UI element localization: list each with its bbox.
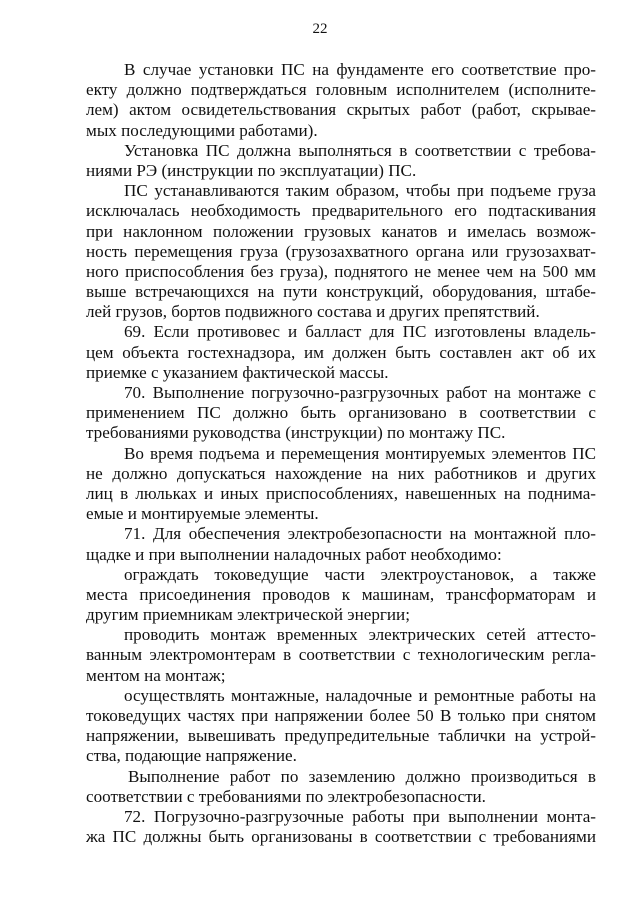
paragraph [86, 181, 596, 322]
text-line: проводить монтаж временных электрических сетей аттесто- [124, 625, 596, 645]
text-line: В случае установки ПС на фундаменте его соответствие про- [124, 60, 596, 79]
paragraph [86, 686, 596, 767]
text-line: токоведущих частях при напряжении более 50 В только при снятом [86, 706, 596, 725]
text-line: ства, подающие напряжение. [86, 746, 297, 766]
text-line: ПС устанавливаются таким образом, чтобы при подъеме груза [124, 181, 596, 201]
text-line: ниями РЭ (инструкции по эксплуатации) ПС. [86, 160, 417, 180]
paragraph [86, 141, 596, 181]
paragraph [86, 383, 596, 444]
text-line: цем объекта гостехнадзора, им должен быть составлен акт об их [86, 342, 596, 362]
document-body [86, 60, 596, 847]
text-line: ментом на монтаж; [86, 665, 226, 685]
text-line: не должно допускаться нахождение на них работников и других [86, 463, 596, 483]
paragraph [86, 767, 596, 807]
text-line: екту должно подтверждаться головным исполнителем (исполните- [86, 80, 596, 100]
text-line: Выполнение работ по заземлению должно производиться в [128, 766, 596, 786]
text-line: соответствии с требованиями по электробезопасности. [86, 786, 486, 806]
text-line: другим приемникам электрической энергии; [86, 605, 410, 625]
text-line: жа ПС должны быть организованы в соответствии с требованиями [86, 827, 596, 847]
page-number: 22 [312, 21, 328, 37]
text-line: ного приспособления без груза), поднятого не менее чем на 500 мм [86, 261, 596, 281]
text-line: ванным электромонтерам в соответствии с технологическим регла- [86, 645, 596, 665]
text-line: выше встречающихся на пути конструкций, оборудования, штабе- [86, 282, 596, 302]
text-line: напряжении, вывешивать предупредительные таблички на устрой- [86, 726, 596, 746]
text-line: Установка ПС должна выполняться в соответствии с требова- [124, 140, 596, 160]
text-line: щадке и при выполнении наладочных работ необходимо: [86, 544, 502, 564]
text-line: мых последующими работами). [86, 120, 318, 140]
text-line: приемке с указанием фактической массы. [86, 362, 389, 382]
text-line: емые и монтируемые элементы. [86, 504, 319, 524]
text-line: ность перемещения груза (грузозахватного органа или грузозахват- [86, 241, 596, 261]
paragraph [86, 60, 596, 141]
paragraph [86, 565, 596, 626]
text-line: 70. Выполнение погрузочно-разгрузочных работ на монтаже с [124, 383, 596, 402]
text-line: лиц в люльках и иных приспособлениях, навешенных на поднима- [86, 483, 596, 503]
text-line: ограждать токоведущие части электроустановок, а также [124, 564, 596, 584]
text-line: места присоединения проводов к машинам, трансформаторам и [86, 584, 596, 604]
text-line: исключалась необходимость предварительного его подтаскивания [86, 201, 596, 221]
text-line: 69. Если противовес и балласт для ПС изготовлены владель- [124, 322, 596, 342]
paragraph [86, 444, 596, 525]
paragraph [86, 625, 596, 686]
paragraph [86, 524, 596, 564]
text-line: требованиями руководства (инструкции) по монтажу ПС. [86, 423, 506, 443]
text-line: 71. Для обеспечения электробезопасности на монтажной пло- [124, 524, 596, 544]
text-line: Во время подъема и перемещения монтируемых элементов ПС [124, 443, 596, 463]
text-line: 72. Погрузочно-разгрузочные работы при выполнении монта- [124, 806, 596, 826]
text-line: применением ПС должно быть организовано в соответствии с [86, 403, 596, 423]
text-line: лем) актом освидетельствования скрытых работ (работ, скрывае- [86, 100, 596, 120]
text-line: лей грузов, бортов подвижного состава и других препятствий. [86, 302, 540, 322]
text-line: осуществлять монтажные, наладочные и ремонтные работы на [124, 685, 596, 705]
paragraph [86, 322, 596, 383]
paragraph [86, 807, 596, 847]
text-line: при наклонном положении грузовых канатов и имелась возмож- [86, 221, 596, 241]
